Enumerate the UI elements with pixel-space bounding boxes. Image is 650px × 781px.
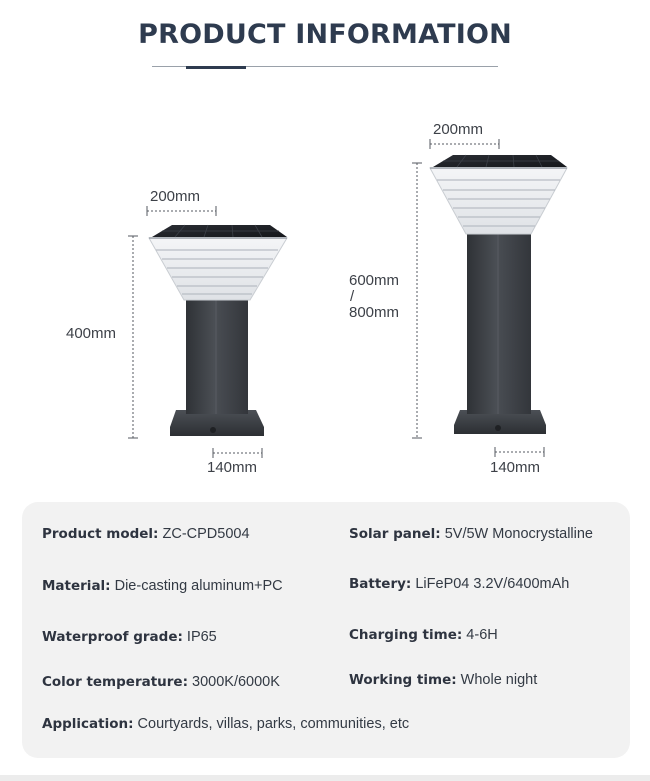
- tall-lamp-height-label-separator: /: [350, 288, 355, 305]
- small-lamp-base-dimension-line: [213, 448, 262, 458]
- spec-application: [42, 716, 409, 732]
- spec-value: 3000K/6000K: [192, 674, 280, 690]
- small-lamp-width-label: 200mm: [150, 188, 201, 205]
- spec-label: Waterproof grade:: [42, 629, 183, 645]
- page-title: PRODUCT INFORMATION: [138, 19, 512, 50]
- spec-material: [42, 578, 283, 594]
- spec-label: Product model:: [42, 526, 159, 542]
- tall-lamp-height-label-line2: 800mm: [349, 304, 400, 321]
- spec-product-model: [42, 526, 250, 542]
- spec-label: Material:: [42, 578, 111, 594]
- tall-lamp-width-label: 200mm: [433, 121, 484, 138]
- bottom-divider-strip: [0, 775, 650, 781]
- spec-value: Whole night: [460, 672, 538, 688]
- small-lamp-height-label: 400mm: [66, 325, 117, 342]
- spec-value: 4-6H: [466, 627, 498, 643]
- dimension-diagram: [0, 95, 650, 490]
- small-lamp-width-dimension-line: [147, 206, 216, 216]
- tall-lamp-base-label: 140mm: [490, 459, 541, 476]
- spec-value: 5V/5W Monocrystalline: [444, 526, 593, 542]
- spec-label: Battery:: [349, 576, 412, 592]
- specification-card: [22, 502, 630, 758]
- spec-value: ZC-CPD5004: [162, 526, 250, 542]
- spec-label: Charging time:: [349, 627, 463, 643]
- spec-label: Solar panel:: [349, 526, 441, 542]
- tall-lamp-base-dimension-line: [495, 447, 544, 457]
- small-lamp-height-dimension-line: [128, 236, 138, 438]
- spec-charging-time: [349, 627, 498, 643]
- spec-label: Application:: [42, 716, 134, 732]
- spec-waterproof-grade: [42, 629, 217, 645]
- spec-working-time: [349, 672, 537, 688]
- tall-lamp-width-dimension-line: [430, 139, 499, 149]
- spec-value: Die-casting aluminum+PC: [114, 578, 283, 594]
- spec-solar-panel: [349, 526, 593, 542]
- tall-lamp-illustration: [430, 155, 567, 434]
- small-lamp-illustration: [149, 225, 287, 436]
- spec-label: Working time:: [349, 672, 457, 688]
- small-lamp-base-label: 140mm: [207, 459, 258, 476]
- spec-label: Color temperature:: [42, 674, 188, 690]
- spec-value: IP65: [186, 629, 217, 645]
- tall-lamp-height-label-line1: 600mm: [349, 272, 400, 289]
- tall-lamp-height-dimension-line: [412, 163, 422, 438]
- title-accent-bar: [186, 66, 246, 69]
- spec-value: LiFeP04 3.2V/6400mAh: [415, 576, 570, 592]
- spec-value: Courtyards, villas, parks, communities, etc: [137, 716, 410, 732]
- spec-battery: [349, 576, 569, 592]
- spec-color-temperature: [42, 674, 280, 690]
